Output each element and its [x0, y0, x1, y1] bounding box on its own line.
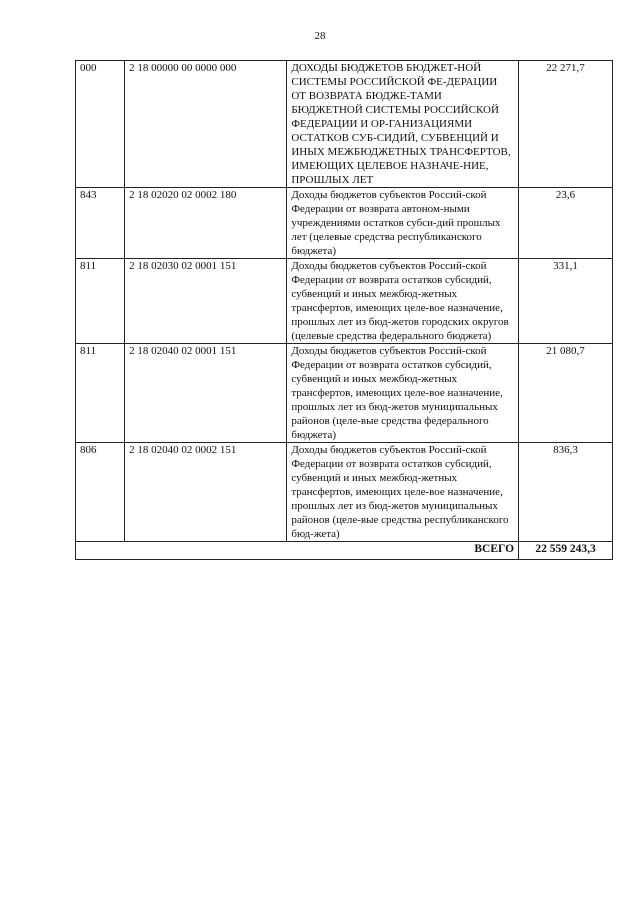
- description-cell: ДОХОДЫ БЮДЖЕТОВ БЮДЖЕТ-НОЙ СИСТЕМЫ РОССИЙСКОЙ ФЕ-ДЕРАЦИИ ОТ ВОЗВРАТА БЮДЖЕ-ТАМИ БЮДЖЕТНОЙ СИСТЕМЫ РОССИЙСКОЙ ФЕДЕРАЦИИ И ОР-ГАНИЗАЦИЯМИ ОСТАТКОВ СУБ-СИДИЙ, СУБВЕНЦИЙ И ИНЫХ МЕЖБЮДЖЕТНЫХ ТРАНСФЕРТОВ, ИМЕЮЩИХ ЦЕЛЕВОЕ НАЗНАЧЕ-НИЕ, ПРОШЛЫХ ЛЕТ: [287, 61, 519, 188]
- admin-code-cell: 811: [76, 344, 125, 443]
- description-cell: Доходы бюджетов субъектов Россий-ской Федерации от возврата автоном-ными учреждениями остатков субси-дий прошлых лет (целевые средства республиканского бюджета): [287, 188, 519, 259]
- admin-code-cell: 000: [76, 61, 125, 188]
- table-row: [76, 188, 613, 259]
- table-row: [76, 344, 613, 443]
- admin-code-cell: 843: [76, 188, 125, 259]
- description-cell: Доходы бюджетов субъектов Россий-ской Федерации от возврата остатков субсидий, субвенций и иных межбюд-жетных трансфертов, имеющих целе-вое назначение, прошлых лет из бюд-жетов муниципальных районов (целе-вые средства федерального бюджета): [287, 344, 519, 443]
- budget-code-cell: 2 18 02040 02 0002 151: [125, 443, 287, 542]
- admin-code-cell: 811: [76, 259, 125, 344]
- budget-code-cell: 2 18 02030 02 0001 151: [125, 259, 287, 344]
- total-row: [76, 542, 613, 560]
- amount-cell: 22 271,7: [519, 61, 613, 188]
- total-amount: 22 559 243,3: [519, 542, 613, 560]
- budget-code-cell: 2 18 00000 00 0000 000: [125, 61, 287, 188]
- amount-cell: 836,3: [519, 443, 613, 542]
- amount-cell: 23,6: [519, 188, 613, 259]
- description-cell: Доходы бюджетов субъектов Россий-ской Федерации от возврата остатков субсидий, субвенций и иных межбюд-жетных трансфертов, имеющих целе-вое назначение, прошлых лет из бюд-жетов городских округов (целевые средства федерального бюджета): [287, 259, 519, 344]
- budget-code-cell: 2 18 02020 02 0002 180: [125, 188, 287, 259]
- description-cell: Доходы бюджетов субъектов Россий-ской Федерации от возврата остатков субсидий, субвенций и иных межбюд-жетных трансфертов, имеющих целе-вое назначение, прошлых лет из бюд-жетов муниципальных районов (целе-вые средства республиканского бюд-жета): [287, 443, 519, 542]
- page-number: 28: [314, 30, 326, 42]
- table-row: [76, 443, 613, 542]
- total-label: ВСЕГО: [76, 542, 519, 560]
- table-row: [76, 61, 613, 188]
- revenue-table: [75, 60, 613, 560]
- table-row: [76, 259, 613, 344]
- budget-code-cell: 2 18 02040 02 0001 151: [125, 344, 287, 443]
- amount-cell: 331,1: [519, 259, 613, 344]
- amount-cell: 21 080,7: [519, 344, 613, 443]
- admin-code-cell: 806: [76, 443, 125, 542]
